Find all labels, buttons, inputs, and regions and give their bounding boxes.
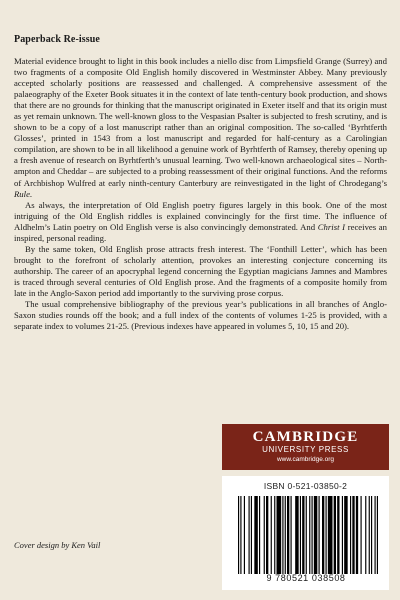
- barcode-bar: [271, 496, 272, 574]
- barcode-bar: [238, 496, 239, 574]
- barcode-bar: [375, 496, 376, 574]
- barcode-bar: [322, 496, 324, 574]
- barcode-bar: [371, 496, 372, 574]
- barcode-bar: [300, 496, 301, 574]
- text-run: As always, the interpretation of Old English poetry figures largely in this book. One of the most intriguing of the Old English riddles is explained convincingly for the first time. The influence of Aldhelm’s Latin poetry on Old English verse is also convincingly demonstrated. And: [14, 199, 387, 232]
- barcode-bar: [334, 496, 336, 574]
- blurb-text: [14, 56, 387, 332]
- barcode-bar: [282, 496, 283, 574]
- cover-design-credit: Cover design by Ken Vail: [14, 540, 101, 550]
- barcode-bar: [314, 496, 318, 574]
- barcode-bar: [306, 496, 307, 574]
- barcode-bar: [319, 496, 320, 574]
- text-run: By the same token, Old English prose attracts fresh interest. The ‘Fonthill Letter’, which has been brought to the forefront of scholarly attention, provokes an interesting conjecture concerning its authorship. The career of an apocryphal legend concerning the Egyptian magicians Jamnes and Mambres is traced through several centuries of Old English prose. And the fragments of a composite homily from late in the Anglo-Saxon period add importantly to the surviving prose corpus.: [14, 243, 387, 298]
- barcode-bar: [259, 496, 260, 574]
- barcode-bar: [365, 496, 366, 574]
- text-run: receives an inspired, personal reading.: [14, 221, 388, 243]
- blurb-paragraph: [14, 56, 387, 200]
- barcode-bar: [369, 496, 370, 574]
- barcode-bar: [361, 496, 362, 574]
- barcode-bar: [302, 496, 304, 574]
- publisher-logo-box: [222, 424, 389, 470]
- barcode-bar: [309, 496, 310, 574]
- barcode-bar: [266, 496, 268, 574]
- blurb-paragraph: [14, 200, 387, 244]
- barcode-bar: [251, 496, 252, 574]
- barcode-bar: [326, 496, 327, 574]
- publisher-name: CAMBRIDGE: [252, 429, 359, 445]
- isbn-barcode-box: [222, 476, 389, 590]
- barcode-bar: [274, 496, 275, 574]
- text-run: .: [29, 188, 33, 199]
- italic-title: Christ I: [317, 221, 346, 232]
- barcode-bar: [240, 496, 241, 574]
- ean-digits: 9 780521 038508: [266, 573, 346, 583]
- barcode-bar: [254, 496, 257, 574]
- text-run: Material evidence brought to light in this book includes a niello disc from Limpsfield Grange (Surrey) and two fragments of a composite Old English homily discovered in Westminster Abbey. Many previously accepted scholarly positions are reassessed and challenged. A comprehensive assessment of the palaeography of the Exeter Book situates it in the context of late tenth-century book production, and shows that there are no grounds for thinking that the manuscript originated in Exeter itself and that its origin must as yet remain unknown. The well-known gloss to the Vespasian Psalter is subjected to fresh scrutiny, and is shown to be a copy of a lost manuscript rather than an original composition. The so-called ‘Byrhtferth Glosses’, printed in 1543 from a lost manuscript and regarded for half-century as a Carolingian compilation, are shown to be in all likelihood a genuine work of Byrhtferth of Ramsey, thereby opening up a fresh avenue of research on Byrhtferth’s unusual learning. Two well-known archaeological sites – Northampton and Cheddar – are subjected to a probing reassessment of their original functions. And the reforms of Archbishop Wulfred at early ninth-century Canterbury are reinvestigated in the light of Chrodegang’s: [14, 56, 387, 188]
- barcode-bar: [342, 496, 343, 574]
- barcode-icon: [238, 496, 378, 574]
- blurb-paragraph: [14, 299, 387, 332]
- barcode-bar: [287, 496, 289, 574]
- reissue-label: Paperback Re-issue: [14, 34, 100, 45]
- publisher-url: www.cambridge.org: [276, 456, 335, 463]
- publisher-subtitle: UNIVERSITY PRESS: [262, 445, 349, 454]
- barcode-bar: [264, 496, 265, 574]
- barcode-bar: [350, 496, 351, 574]
- barcode-bar: [352, 496, 354, 574]
- barcode-bar: [312, 496, 313, 574]
- italic-title: Rule: [14, 188, 30, 199]
- barcode-bar: [356, 496, 358, 574]
- barcode-bar: [328, 496, 333, 574]
- text-run: The usual comprehensive bibliography of the previous year’s publications in all branches of Anglo-Saxon studies rounds off the book; and a full index of the contents of volumes 1-25 is provided, with a separate index to volumes 21-25. (Previous indexes have appeared in volumes 5, 10, 15 and 20).: [14, 299, 387, 332]
- barcode-bar: [277, 496, 282, 574]
- barcode-bar: [244, 496, 245, 574]
- barcode-bar: [295, 496, 299, 574]
- barcode-bar: [344, 496, 348, 574]
- barcode-bar: [291, 496, 292, 574]
- barcode-bar: [337, 496, 339, 574]
- isbn-label: ISBN 0-521-03850-2: [263, 481, 348, 491]
- barcode-bar: [249, 496, 250, 574]
- barcode-bar: [285, 496, 286, 574]
- barcode-bar: [377, 496, 378, 574]
- blurb-paragraph: [14, 244, 387, 299]
